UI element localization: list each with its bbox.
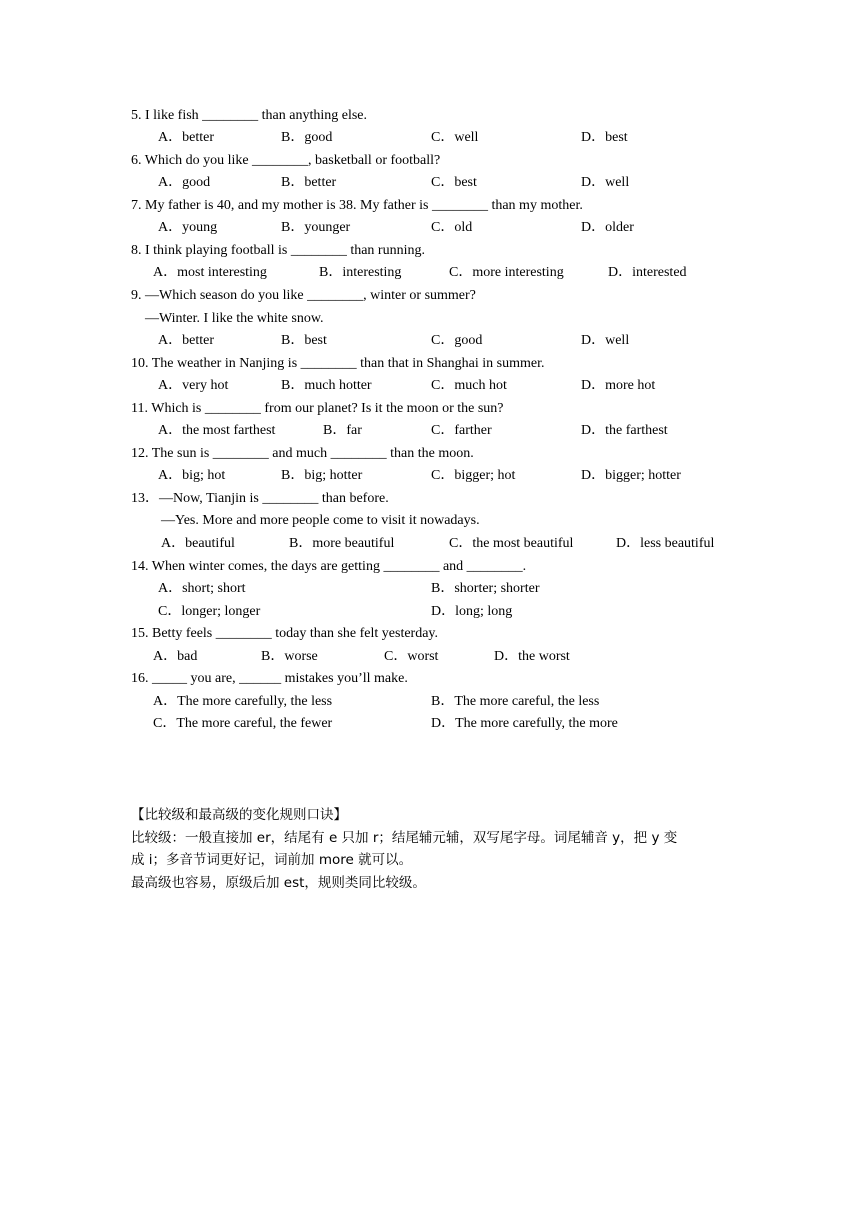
- option-b: B．worse: [261, 649, 318, 664]
- option-d: D．The more carefully, the more: [431, 716, 618, 731]
- option-c: C．the most beautiful: [449, 536, 574, 551]
- option-c: C．well: [431, 130, 479, 145]
- question-stem: 14. When winter comes, the days are getting ________ and ________.: [131, 559, 527, 574]
- option-d: D．more hot: [581, 378, 656, 393]
- option-c: C．The more careful, the fewer: [153, 716, 333, 731]
- option-d: D．less beautiful: [616, 536, 715, 551]
- option-d: D．best: [581, 130, 628, 145]
- option-c: C．best: [431, 175, 477, 190]
- option-d: D．older: [581, 220, 634, 235]
- option-b: B．far: [323, 423, 362, 438]
- question-stem: 11. Which is ________ from our planet? Is it the moon or the sun?: [131, 401, 504, 416]
- notes-comparative-line-cont: 成 i；多音节词更好记，词前加 more 就可以。: [131, 852, 413, 868]
- option-b: B．better: [281, 175, 337, 190]
- option-a: A．big; hot: [158, 468, 226, 483]
- option-b: B．more beautiful: [289, 536, 395, 551]
- option-d: D．the farthest: [581, 423, 668, 438]
- option-b: B．interesting: [319, 265, 402, 280]
- question-stem: 8. I think playing football is ________ than running.: [131, 243, 425, 258]
- option-a: A．young: [158, 220, 218, 235]
- option-d: D．well: [581, 333, 630, 348]
- option-a: A．better: [158, 130, 214, 145]
- question-stem: 10. The weather in Nanjing is ________ than that in Shanghai in summer.: [131, 356, 545, 371]
- option-a: A．good: [158, 175, 211, 190]
- question-stem: 13．—Now, Tianjin is ________ than before.: [131, 491, 389, 506]
- question-stem: 15. Betty feels ________ today than she felt yesterday.: [131, 626, 439, 641]
- notes-comparative-line: 比较级：一般直接加 er，结尾有 e 只加 r；结尾辅元辅，双写尾字母。词尾辅音 y，把 y 变: [131, 830, 678, 846]
- option-a: A．beautiful: [161, 536, 235, 551]
- option-d: D．well: [581, 175, 630, 190]
- question-stem-reply: —Winter. I like the white snow.: [145, 311, 324, 326]
- question-stem-reply: —Yes. More and more people come to visit it nowadays.: [161, 513, 480, 528]
- option-a: A．better: [158, 333, 214, 348]
- option-c: C．farther: [431, 423, 492, 438]
- option-c: C．longer; longer: [158, 604, 261, 619]
- option-c: C．good: [431, 333, 483, 348]
- option-a: A．The more carefully, the less: [153, 694, 333, 709]
- option-b: B．The more careful, the less: [431, 694, 600, 709]
- option-c: C．worst: [384, 649, 439, 664]
- option-b: B．much hotter: [281, 378, 372, 393]
- option-d: D．bigger; hotter: [581, 468, 681, 483]
- option-b: B．younger: [281, 220, 351, 235]
- option-b: B．shorter; shorter: [431, 581, 540, 596]
- question-stem: 16. _____ you are, ______ mistakes you’ll make.: [131, 671, 408, 686]
- notes-title: 【比较级和最高级的变化规则口诀】: [131, 807, 347, 823]
- option-a: A．bad: [153, 649, 198, 664]
- option-a: A．very hot: [158, 378, 229, 393]
- option-c: C．bigger; hot: [431, 468, 516, 483]
- option-a: A．most interesting: [153, 265, 267, 280]
- notes-superlative-line: 最高级也容易，原级后加 est，规则类同比较级。: [131, 875, 426, 891]
- option-c: C．much hot: [431, 378, 507, 393]
- option-d: D．long; long: [431, 604, 513, 619]
- question-stem: 12. The sun is ________ and much ________ than the moon.: [131, 446, 474, 461]
- option-c: C．old: [431, 220, 473, 235]
- option-b: B．good: [281, 130, 333, 145]
- option-d: D．interested: [608, 265, 687, 280]
- question-stem: 5. I like fish ________ than anything else.: [131, 108, 368, 123]
- option-a: A．short; short: [158, 581, 246, 596]
- question-stem: 6. Which do you like ________, basketball or football?: [131, 153, 441, 168]
- option-b: B．best: [281, 333, 327, 348]
- question-stem: 9. —Which season do you like ________, winter or summer?: [131, 288, 476, 303]
- option-d: D．the worst: [494, 649, 570, 664]
- option-b: B．big; hotter: [281, 468, 363, 483]
- option-a: A．the most farthest: [158, 423, 276, 438]
- question-stem: 7. My father is 40, and my mother is 38. My father is ________ than my mother.: [131, 198, 583, 213]
- option-c: C．more interesting: [449, 265, 564, 280]
